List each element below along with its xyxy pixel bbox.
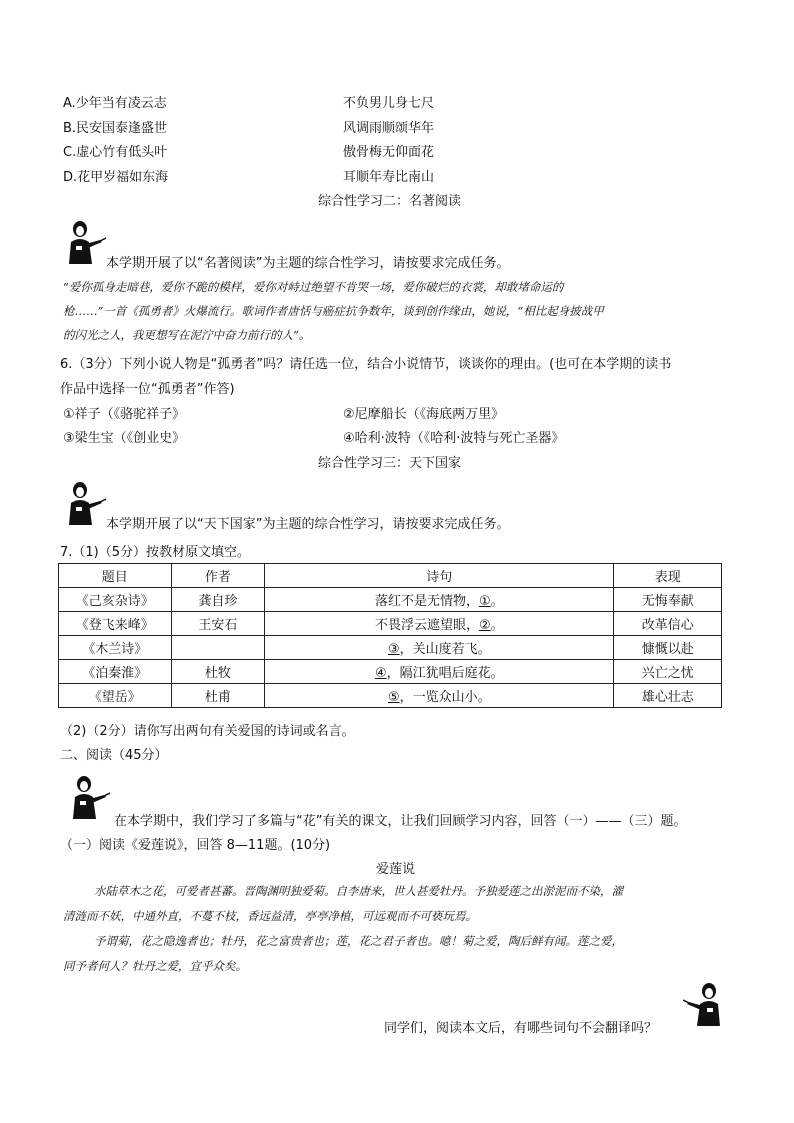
option-b-left: B.民安国泰逢盛世	[63, 121, 168, 136]
option-d-right: 耳顺年寿比南山	[343, 170, 435, 185]
table-row	[59, 612, 722, 636]
reading-intro: 在本学期中，我们学习了多篇与“花”有关的课文，让我们回顾学习内容，回答（一）——（三）题。	[114, 814, 687, 829]
cell-verse	[265, 660, 614, 684]
cell-verse	[265, 588, 614, 612]
verse-post: ，关山度若飞。	[399, 642, 491, 657]
fill-blank[interactable]: ①	[478, 594, 491, 609]
verse-pre: 不畏浮云遮望眼，	[374, 618, 479, 633]
table-row	[59, 636, 722, 660]
fill-blank[interactable]: ②	[478, 618, 491, 633]
essay-p2-line1: 予谓菊，花之隐逸者也；牡丹，花之富贵者也；莲，花之君子者也。噫！菊之爱，陶后鲜有闻。莲之爱，	[94, 934, 623, 948]
choice-4: ④哈利·波特（《哈利·波特与死亡圣器》	[343, 431, 565, 446]
header-author: 作者	[171, 564, 265, 588]
cell-theme: 雄心壮志	[614, 684, 722, 708]
option-a-right: 不负男儿身七尺	[343, 96, 435, 111]
table-header-row	[59, 564, 722, 588]
cell-title: 《己亥杂诗》	[59, 588, 172, 612]
cell-verse	[265, 636, 614, 660]
poem-table	[58, 563, 722, 708]
reading-header: 二、阅读（45分）	[60, 748, 168, 763]
cell-author: 杜牧	[171, 660, 265, 684]
verse-post: ，一览众山小。	[399, 690, 491, 705]
essay-title: 爱莲说	[376, 862, 416, 877]
cell-title: 《泊秦淮》	[59, 660, 172, 684]
reading-sub: （一）阅读《爱莲说》，回答 8—11题。(10分)	[60, 838, 331, 853]
cell-title: 《登飞来峰》	[59, 612, 172, 636]
choice-3: ③梁生宝（《创业史》	[63, 431, 186, 446]
verse-post: ，隔江犹唱后庭花。	[386, 666, 504, 681]
header-title: 题目	[59, 564, 172, 588]
cell-theme: 改革信心	[614, 612, 722, 636]
question-6-line-1: 6.（3分）下列小说人物是“孤勇者”吗？请任选一位，结合小说情节，谈谈你的理由。(也可在本学期的读书	[60, 357, 672, 372]
essay-p1-line2: 清涟而不妖，中通外直，不蔓不枝，香远益清，亭亭净植，可远观而不可亵玩焉。	[63, 909, 477, 923]
choice-2: ②尼摩船长（《海底两万里》	[343, 407, 505, 422]
essay-p1-line1: 水陆草木之花，可爱者甚蕃。晋陶渊明独爱菊。自李唐来，世人甚爱牡丹。予独爱莲之出淤泥而不染，濯	[94, 884, 623, 898]
teacher-pointing-icon	[70, 775, 110, 821]
option-b-right: 风调雨顺颂华年	[343, 121, 435, 136]
verse-post: 。	[490, 618, 504, 633]
fill-blank[interactable]: ③	[387, 642, 400, 657]
question-7-2: （2)（2分）请你写出两句有关爱国的诗词或名言。	[60, 724, 355, 739]
table-row	[59, 588, 722, 612]
choice-1: ①祥子（《骆驼祥子》	[63, 407, 186, 422]
teacher-pointing-icon	[66, 481, 106, 527]
essay-p2-line2: 同予者何人？牡丹之爱，宜乎众矣。	[63, 959, 247, 973]
header-verse: 诗句	[265, 564, 614, 588]
table-row	[59, 660, 722, 684]
section2-title: 综合性学习二：名著阅读	[318, 194, 462, 209]
cell-author: 杜甫	[171, 684, 265, 708]
cell-author: 龚自珍	[171, 588, 265, 612]
quote-line-1: “爱你孤身走暗巷，爱你不跪的模样，爱你对峙过绝望不肯哭一场，爱你破烂的衣裳，却敢堵命运的	[63, 280, 564, 294]
teacher-pointing-icon	[66, 220, 106, 266]
cell-verse	[265, 612, 614, 636]
teacher-pointing-icon	[683, 982, 723, 1028]
cell-title: 《木兰诗》	[59, 636, 172, 660]
reading-question: 同学们，阅读本文后，有哪些词句不会翻译吗？	[384, 1021, 658, 1036]
fill-blank[interactable]: ④	[374, 666, 387, 681]
fill-blank[interactable]: ⑤	[387, 690, 400, 705]
option-a-left: A.少年当有凌云志	[63, 96, 167, 111]
question-7-1: 7.（1)（5分）按教材原文填空。	[60, 545, 251, 560]
header-theme: 表现	[614, 564, 722, 588]
cell-verse	[265, 684, 614, 708]
section3-title: 综合性学习三：天下国家	[318, 456, 462, 471]
quote-line-3: 的闪光之人，我更想写在泥泞中奋力前行的人”。	[63, 328, 311, 342]
cell-theme: 慷慨以赴	[614, 636, 722, 660]
option-c-left: C.虚心竹有低头叶	[63, 145, 168, 160]
cell-theme: 无悔奉献	[614, 588, 722, 612]
section2-intro: 本学期开展了以“名著阅读”为主题的综合性学习，请按要求完成任务。	[106, 256, 510, 271]
question-6-line-2: 作品中选择一位“孤勇者”作答)	[60, 382, 235, 397]
table-row	[59, 684, 722, 708]
cell-theme: 兴亡之忧	[614, 660, 722, 684]
verse-post: 。	[490, 594, 504, 609]
cell-author: 王安石	[171, 612, 265, 636]
option-d-left: D.花甲岁福如东海	[63, 170, 169, 185]
cell-author	[171, 636, 265, 660]
section3-intro: 本学期开展了以“天下国家”为主题的综合性学习，请按要求完成任务。	[106, 517, 510, 532]
quote-line-2: 枪……”一首《孤勇者》火爆流行。歌词作者唐恬与癌症抗争数年，谈到创作缘由，她说，“相比起身披战甲	[63, 304, 604, 318]
cell-title: 《望岳》	[59, 684, 172, 708]
verse-pre: 落红不是无情物，	[374, 594, 479, 609]
option-c-right: 傲骨梅无仰面花	[343, 145, 435, 160]
